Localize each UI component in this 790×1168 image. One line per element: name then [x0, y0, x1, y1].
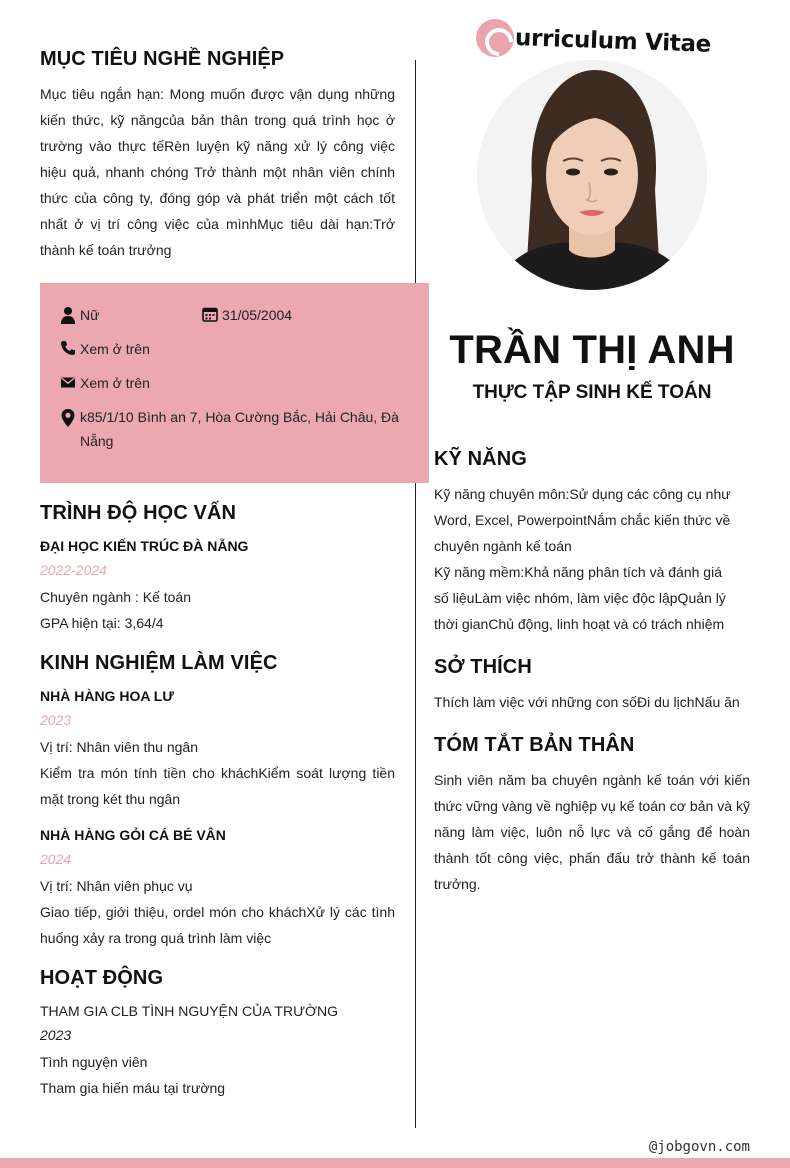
- education-entry: [40, 533, 395, 636]
- experience-entry: [40, 822, 395, 951]
- objective-title: MỤC TIÊU NGHỀ NGHIỆP: [40, 48, 285, 70]
- gender-value: Nữ: [80, 307, 100, 323]
- logo-c-circle: [476, 19, 514, 57]
- summary-text: Sinh viên năm ba chuyên ngành kế toán với kiến thức vững vàng về nghiệp vụ kế toán cơ bản và kỹ năng làm việc, luôn nỗ lực và cố gắng để hoàn thành tốt công việc, phấn đấu trở thành kế toán trưởng.: [434, 772, 750, 892]
- experience-year: 2023: [40, 712, 72, 728]
- experience-year: 2024: [40, 851, 72, 867]
- skills-soft: Kỹ năng mềm:Khả năng phân tích và đánh giá số liệuLàm việc nhóm, làm việc độc lậpQuản lý thời gianChủ động, linh hoạt và có trách nhiệm: [434, 564, 726, 632]
- experience-company: NHÀ HÀNG HOA LƯ: [40, 688, 174, 704]
- experience-description: Giao tiếp, giới thiệu, ordel món cho kháchXử lý các tình huống xảy ra trong quá trình làm việc: [40, 904, 395, 946]
- contact-phone: [60, 337, 150, 361]
- cv-logo: [476, 18, 711, 58]
- email-icon: [60, 374, 76, 390]
- hobbies-title: SỞ THÍCH: [434, 656, 532, 678]
- contact-birthday: [202, 303, 292, 327]
- education-years: 2022-2024: [40, 562, 107, 578]
- skills-title: KỸ NĂNG: [434, 448, 527, 470]
- address-value: k85/1/10 Bình an 7, Hòa Cường Bắc, Hải Châu, Đà Nẵng: [80, 409, 399, 449]
- activity-year: 2023: [40, 1027, 72, 1043]
- education-title: TRÌNH ĐỘ HỌC VẤN: [40, 502, 237, 524]
- contact-gender: [60, 303, 99, 327]
- location-icon: [60, 408, 76, 428]
- contact-box: [40, 283, 429, 483]
- education-school: ĐẠI HỌC KIẾN TRÚC ĐÀ NẴNG: [40, 538, 249, 554]
- objective-text: Mục tiêu ngắn hạn: Mong muốn được vận dụng những kiến thức, kỹ năngcủa bản thân trong quá trình học ở trường vào thực tếRèn luyện kỹ năng xử lý công việc hiệu quả, nhanh chóng Trở thành một nhân viên chính thức của công ty, đóng góp và phát triển một cách tốt nhất ở vị trí công việc của mìnhMục tiêu dài hạn:Trở thành kế toán trưởng: [40, 86, 395, 258]
- hobbies-text: Thích làm việc với những con sốĐi du lịchNấu ăn: [434, 694, 740, 710]
- activities-title: HOẠT ĐỘNG: [40, 967, 164, 989]
- footer-bar: [0, 1158, 790, 1168]
- activity-org: THAM GIA CLB TÌNH NGUYỆN CỦA TRƯỜNG: [40, 1003, 339, 1019]
- experience-position: Vị trí: Nhân viên thu ngân: [40, 739, 198, 755]
- email-value: Xem ở trên: [80, 375, 150, 391]
- calendar-icon: [202, 306, 218, 322]
- activity-role: Tình nguyện viên: [40, 1054, 148, 1070]
- summary-title: TÓM TẮT BẢN THÂN: [434, 734, 635, 756]
- footer-watermark: @jobgovn.com: [648, 1139, 750, 1155]
- contact-email: [60, 371, 150, 395]
- experience-position: Vị trí: Nhân viên phục vụ: [40, 878, 193, 894]
- education-major: Chuyên ngành : Kế toán: [40, 589, 192, 605]
- experience-entry: [40, 683, 395, 812]
- full-name: TRẦN THỊ ANH: [449, 328, 735, 372]
- phone-icon: [60, 340, 76, 356]
- job-title: THỰC TẬP SINH KẾ TOÁN: [472, 382, 712, 403]
- activity-entry: [40, 998, 395, 1101]
- profile-photo: [477, 60, 707, 290]
- education-gpa: GPA hiện tại: 3,64/4: [40, 615, 164, 631]
- portrait-illustration: [477, 60, 707, 290]
- birthday-value: 31/05/2004: [222, 307, 293, 323]
- column-divider: [415, 60, 416, 1128]
- experience-title: KINH NGHIỆM LÀM VIỆC: [40, 652, 278, 674]
- logo-text: urriculum Vitae: [514, 25, 712, 58]
- person-icon: [60, 306, 76, 324]
- phone-value: Xem ở trên: [80, 341, 150, 357]
- activity-description: Tham gia hiến máu tại trường: [40, 1080, 226, 1096]
- experience-description: Kiểm tra món tính tiền cho kháchKiểm soát lượng tiền mặt trong két thu ngân: [40, 765, 395, 807]
- experience-company: NHÀ HÀNG GỎI CÁ BÉ VÂN: [40, 827, 226, 843]
- contact-address: [60, 405, 400, 453]
- skills-hard: Kỹ năng chuyên môn:Sử dụng các công cụ như Word, Excel, PowerpointNắm chắc kiến thức về chuyên ngành kế toán: [434, 486, 731, 554]
